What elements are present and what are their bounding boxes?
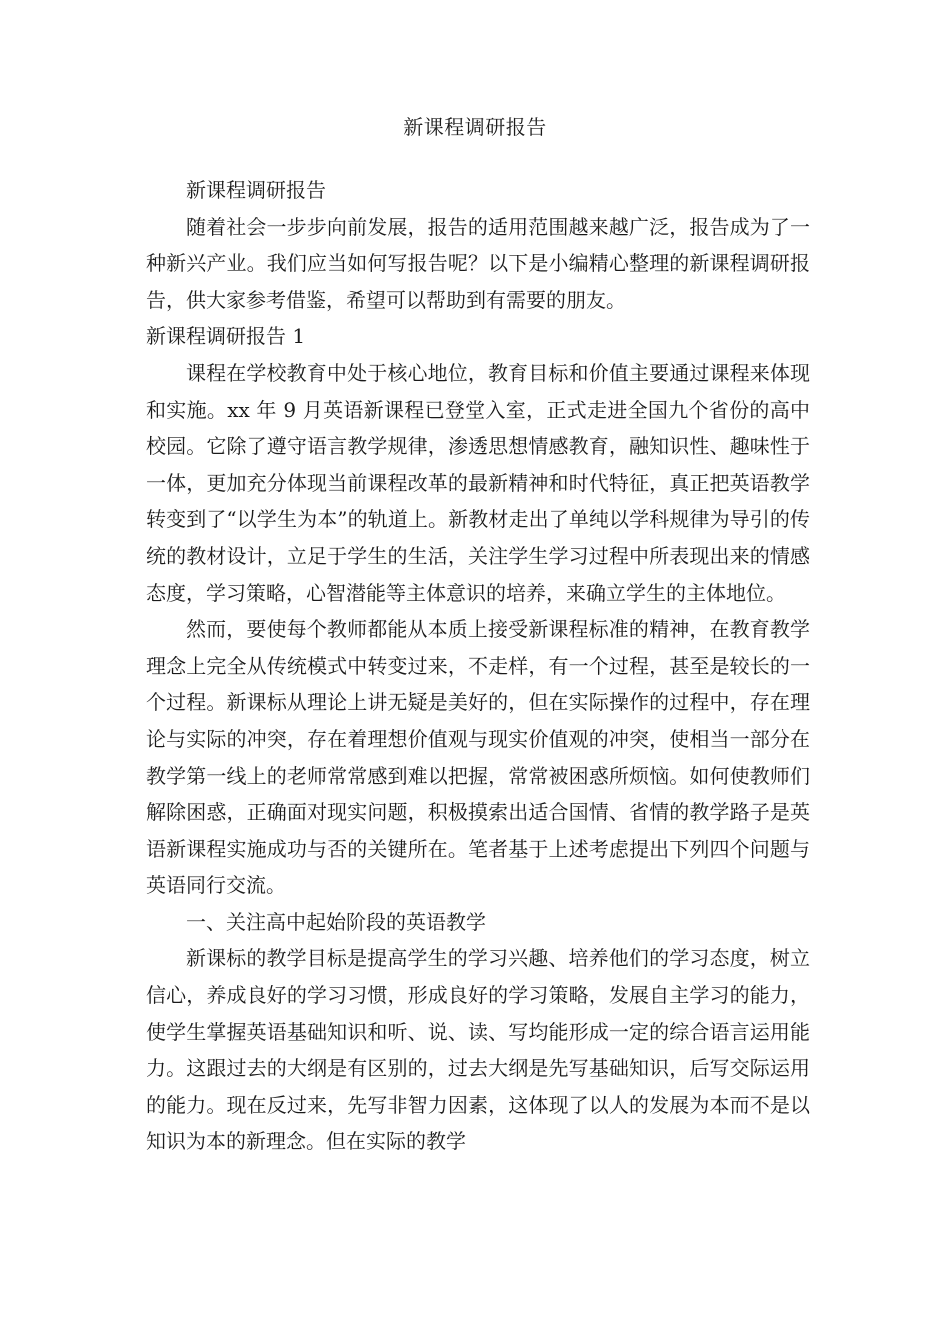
paragraph-intro: 随着社会一步步向前发展，报告的适用范围越来越广泛，报告成为了一种新兴产业。我们应当如何写报告呢？以下是小编精心整理的新课程调研报告，供大家参考借鉴，希望可以帮助到有需要的朋友。	[146, 214, 810, 312]
section-heading-report-1: 新课程调研报告 1	[146, 324, 306, 349]
paragraph-curriculum: 课程在学校教育中处于核心地位，教育目标和价值主要通过课程来体现和实施。xx 年 9 月英语新课程已登堂入室，正式走进全国九个省份的高中校园。它除了遵守语言教学规律，渗透思想情感教育，融知识性、趣味性于一体，更加充分体现当前课程改革的最新精神和时代特征，真正把英语教学转变到了“以学生为本”的轨道上。新教材走出了单纯以学科规律为导引的传统的教材设计，立足于学生的生活，关注学生学习过程中所表现出来的情感态度，学习策略，心智潜能等主体意识的培养，来确立学生的主体地位。	[146, 360, 810, 605]
paragraph-however: 然而，要使每个教师都能从本质上接受新课程标准的精神，在教育教学理念上完全从传统模式中转变过来，不走样，有一个过程，甚至是较长的一个过程。新课标从理论上讲无疑是美好的，但在实际操作的过程中，存在理论与实际的冲突，存在着理想价值观与现实价值观的冲突，使相当一部分在教学第一线上的老师常常感到难以把握，常常被困惑所烦恼。如何使教师们解除困惑，正确面对现实问题，积极摸索出适合国情、省情的教学路子是英语新课程实施成功与否的关键所在。笔者基于上述考虑提出下列四个问题与英语同行交流。	[146, 617, 810, 898]
document-title: 新课程调研报告	[403, 115, 547, 139]
paragraph-subtitle: 新课程调研报告	[186, 178, 326, 202]
paragraph-teaching-goals: 新课标的教学目标是提高学生的学习兴趣、培养他们的学习态度，树立信心，养成良好的学习习惯，形成良好的学习策略，发展自主学习的能力，使学生掌握英语基础知识和听、说、读、写均能形成一定的综合语言运用能力。这跟过去的大纲是有区别的，过去大纲是先写基础知识，后写交际运用的能力。现在反过来，先写非智力因素，这体现了以人的发展为本而不是以知识为本的新理念。但在实际的教学	[146, 946, 810, 1154]
section-heading-one: 一、关注高中起始阶段的英语教学	[186, 909, 486, 934]
document-body	[146, 172, 810, 1160]
